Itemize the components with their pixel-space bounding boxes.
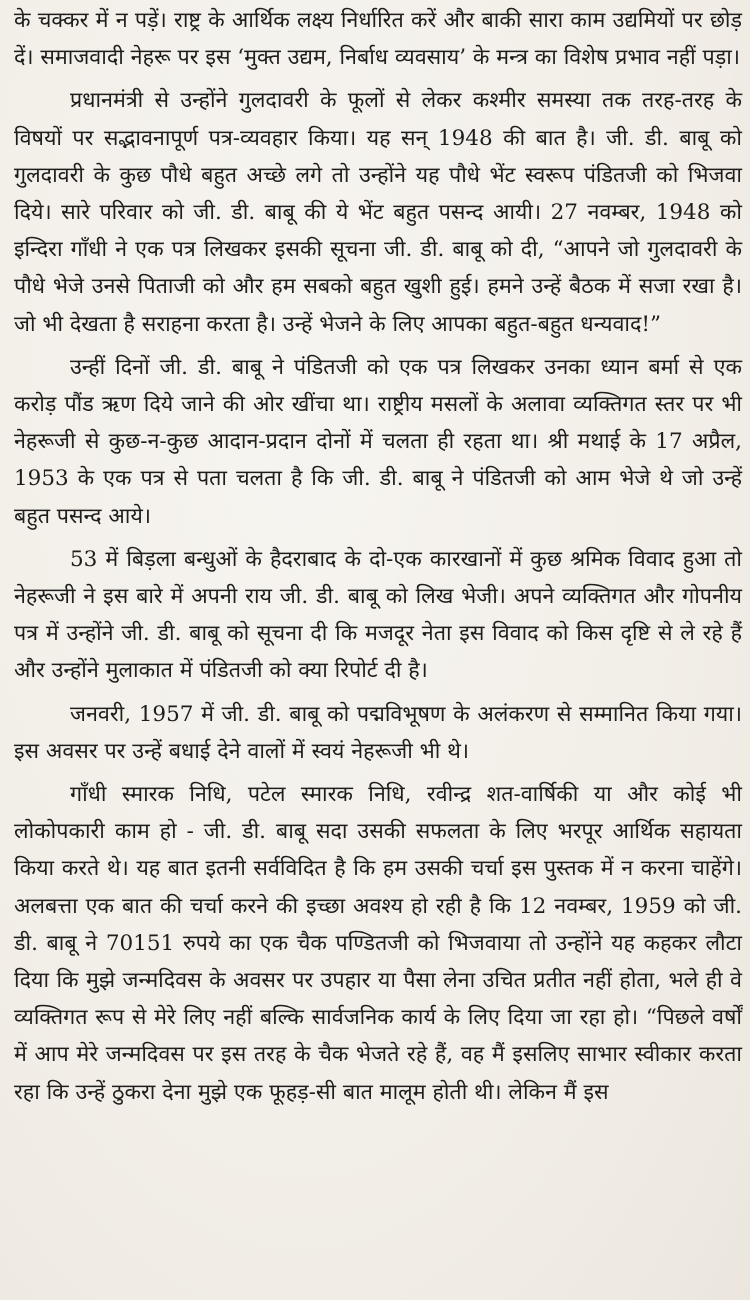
- paragraph-6: गाँधी स्मारक निधि, पटेल स्मारक निधि, रवीन्द्र शत-वार्षिकी या और कोई भी लोकोपकारी काम हो - जी. डी. बाबू सदा उसकी सफलता के लिए भरपूर आर्थिक सहायता किया करते थे। यह बात इतनी सर्वविदित है कि हम उसकी चर्चा इस पुस्तक में न करना चाहेंगे। अलबत्ता एक बात की चर्चा करने की इच्छा अवश्य हो रही है कि 12 नवम्बर, 1959 को जी. डी. बाबू ने 70151 रुपये का एक चैक पण्डितजी को भिजवाया तो उन्होंने यह कहकर लौटा दिया कि मुझे जन्मदिवस के अवसर पर उपहार या पैसा लेना उचित प्रतीत नहीं होता, भले ही वे व्यक्तिगत रूप से मेरे लिए नहीं बल्कि सार्वजनिक कार्य के लिए दिया जा रहा हो। “पिछले वर्षों में आप मेरे जन्मदिवस पर इस तरह के चैक भेजते रहे हैं, वह मैं इसलिए साभार स्वीकार करता रहा कि उन्हें ठुकरा देना मुझे एक फूहड़-सी बात मालूम होती थी। लेकिन मैं इस: [14, 782, 742, 1105]
- paragraph-2: प्रधानमंत्री से उन्होंने गुलदावरी के फूलों से लेकर कश्मीर समस्या तक तरह-तरह के विषयों पर सद्भावनापूर्ण पत्र-व्यवहार किया। यह सन् 1948 की बात है। जी. डी. बाबू को गुलदावरी के कुछ पौधे बहुत अच्छे लगे तो उन्होंने यह पौधे भेंट स्वरूप पंडितजी को भिजवा दिये। सारे परिवार को जी. डी. बाबू की ये भेंट बहुत पसन्द आयी। 27 नवम्बर, 1948 को इन्दिरा गाँधी ने एक पत्र लिखकर इसकी सूचना जी. डी. बाबू को दी, “आपने जो गुलदावरी के पौधे भेजे उनसे पिताजी को और हम सबको बहुत खुशी हुई। हमने उन्हें बैठक में सजा रखा है। जो भी देखता है सराहना करता है। उन्हें भेजने के लिए आपका बहुत-बहुत धन्यवाद!”: [14, 88, 742, 337]
- paragraph-5: जनवरी, 1957 में जी. डी. बाबू को पद्मविभूषण के अलंकरण से सम्मानित किया गया। इस अवसर पर उन्हें बधाई देने वालों में स्वयं नेहरूजी भी थे।: [14, 701, 742, 764]
- paragraph-4: 53 में बिड़ला बन्धुओं के हैदराबाद के दो-एक कारखानों में कुछ श्रमिक विवाद हुआ तो नेहरूजी ने इस बारे में अपनी राय जी. डी. बाबू को लिख भेजी। अपने व्यक्तिगत और गोपनीय पत्र में उन्होंने जी. डी. बाबू को सूचना दी कि मजदूर नेता इस विवाद को किस दृष्टि से ले रहे हैं और उन्होंने मुलाकात में पंडितजी को क्या रिपोर्ट दी है।: [14, 546, 742, 684]
- paragraph-3: उन्हीं दिनों जी. डी. बाबू ने पंडितजी को एक पत्र लिखकर उनका ध्यान बर्मा से एक करोड़ पौंड ऋण दिये जाने की ओर खींचा था। राष्ट्रीय मसलों के अलावा व्यक्तिगत स्तर पर भी नेहरूजी से कुछ-न-कुछ आदान-प्रदान दोनों में चलता ही रहता था। श्री मथाई के 17 अप्रैल, 1953 के एक पत्र से पता चलता है कि जी. डी. बाबू ने पंडितजी को आम भेजे थे जो उन्हें बहुत पसन्द आये।: [14, 354, 742, 529]
- paragraph-1: के चक्कर में न पड़ें। राष्ट्र के आर्थिक लक्ष्य निर्धारित करें और बाकी सारा काम उद्यमियों पर छोड़ दें। समाजवादी नेहरू पर इस ‘मुक्त उद्यम, निर्बाध व्यवसाय’ के मन्त्र का विशेष प्रभाव नहीं पड़ा।: [14, 8, 742, 71]
